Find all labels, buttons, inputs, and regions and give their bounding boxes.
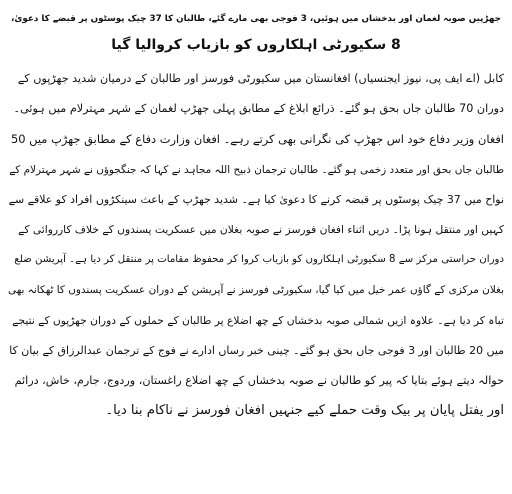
body-line-12: اور یفتل پایان پر بیک وقت حملے کیے جنہیں افغان فورسز نے ناکام بنا دیا۔ [105, 403, 504, 419]
body-line-9: تباہ کر دیا ہے۔ علاوہ ازیں شمالی صوبہ بدخشاں کے چھ اضلاع پر طالبان کے حملوں کے دوران جھڑپوں کے نتیجے [12, 313, 504, 327]
headline-line-2: 8 سکیورٹی اہلکاروں کو بازیاب کروالیا گیا [111, 37, 401, 53]
body-line-2: دوران 70 طالبان جاں بحق ہو گئے۔ ذرائع ابلاغ کے مطابق پہلی جھڑپ لغمان کے شہر مہترلام میں ہوئی۔ [13, 102, 504, 116]
news-article [8, 6, 504, 426]
body-line-8: بغلان مرکزی کے گاؤں عمر خیل میں کیا گیا، سکیورٹی فورسز نے آپریشن کے دوران عسکریت پسندوں کا ٹھکانہ بھی [8, 284, 504, 297]
body-line-10: میں 20 طالبان اور 3 فوجی جاں بحق ہو گئے۔ چینی خبر رساں ادارے نے فوج کے ترجمان عبدالرزاق کے بیان کا [9, 343, 504, 357]
body-line-7: دوران حراستی مرکز سے 8 سکیورٹی اہلکاروں کو بازیاب کروا کر محفوظ مقامات پر منتقل کر دیا ہے۔ آپریشن ضلع [14, 254, 504, 266]
article-body [8, 64, 504, 426]
body-line-11: حوالہ دیتے ہوئے بتایا کہ پیر کو طالبان نے صوبہ بدخشاں کے چھ اضلاع راغستان، وردوج، جارم، خاش، درائم [14, 374, 504, 388]
body-line-6: کہیں اور منتقل ہونا پڑا۔ دریں اثناء افغان فورسز نے صوبہ بغلان میں عسکریت پسندوں کے خلاف کارروائی کے [18, 223, 504, 237]
body-line-5: نواح میں 37 چیک پوسٹوں پر قبضہ کرنے کا دعویٰ کیا ہے۔ شدید جھڑپ کے باعث سینکڑوں افراد کو علاقے سے [8, 192, 504, 206]
body-line-3: افغان وزیر دفاع خود اس جھڑپ کی نگرانی بھی کرتے رہے۔ افغان وزارت دفاع کے مطابق جھڑپ میں 50 [10, 132, 504, 147]
body-line-4: طالبان جاں بحق اور متعدد زخمی ہو گئے۔ طالبان ترجمان ذبیح اللہ مجاہد نے کہا کہ جنگجوؤں نے شہر مہترلام کے [9, 163, 504, 176]
body-line-1: کابل (اے ایف پی، نیوز ایجنسیاں) افغانستان میں سکیورٹی فورسز اور طالبان کے درمیان شدید جھڑپوں کے [17, 72, 504, 85]
article-headline [8, 6, 504, 58]
headline-line-1: جھڑپیں صوبہ لغمان اور بدخشاں میں ہوئیں، 3 فوجی بھی مارے گئے، طالبان کا 37 چیک پوسٹوں پر قبضے کا دعویٰ، [11, 14, 501, 24]
